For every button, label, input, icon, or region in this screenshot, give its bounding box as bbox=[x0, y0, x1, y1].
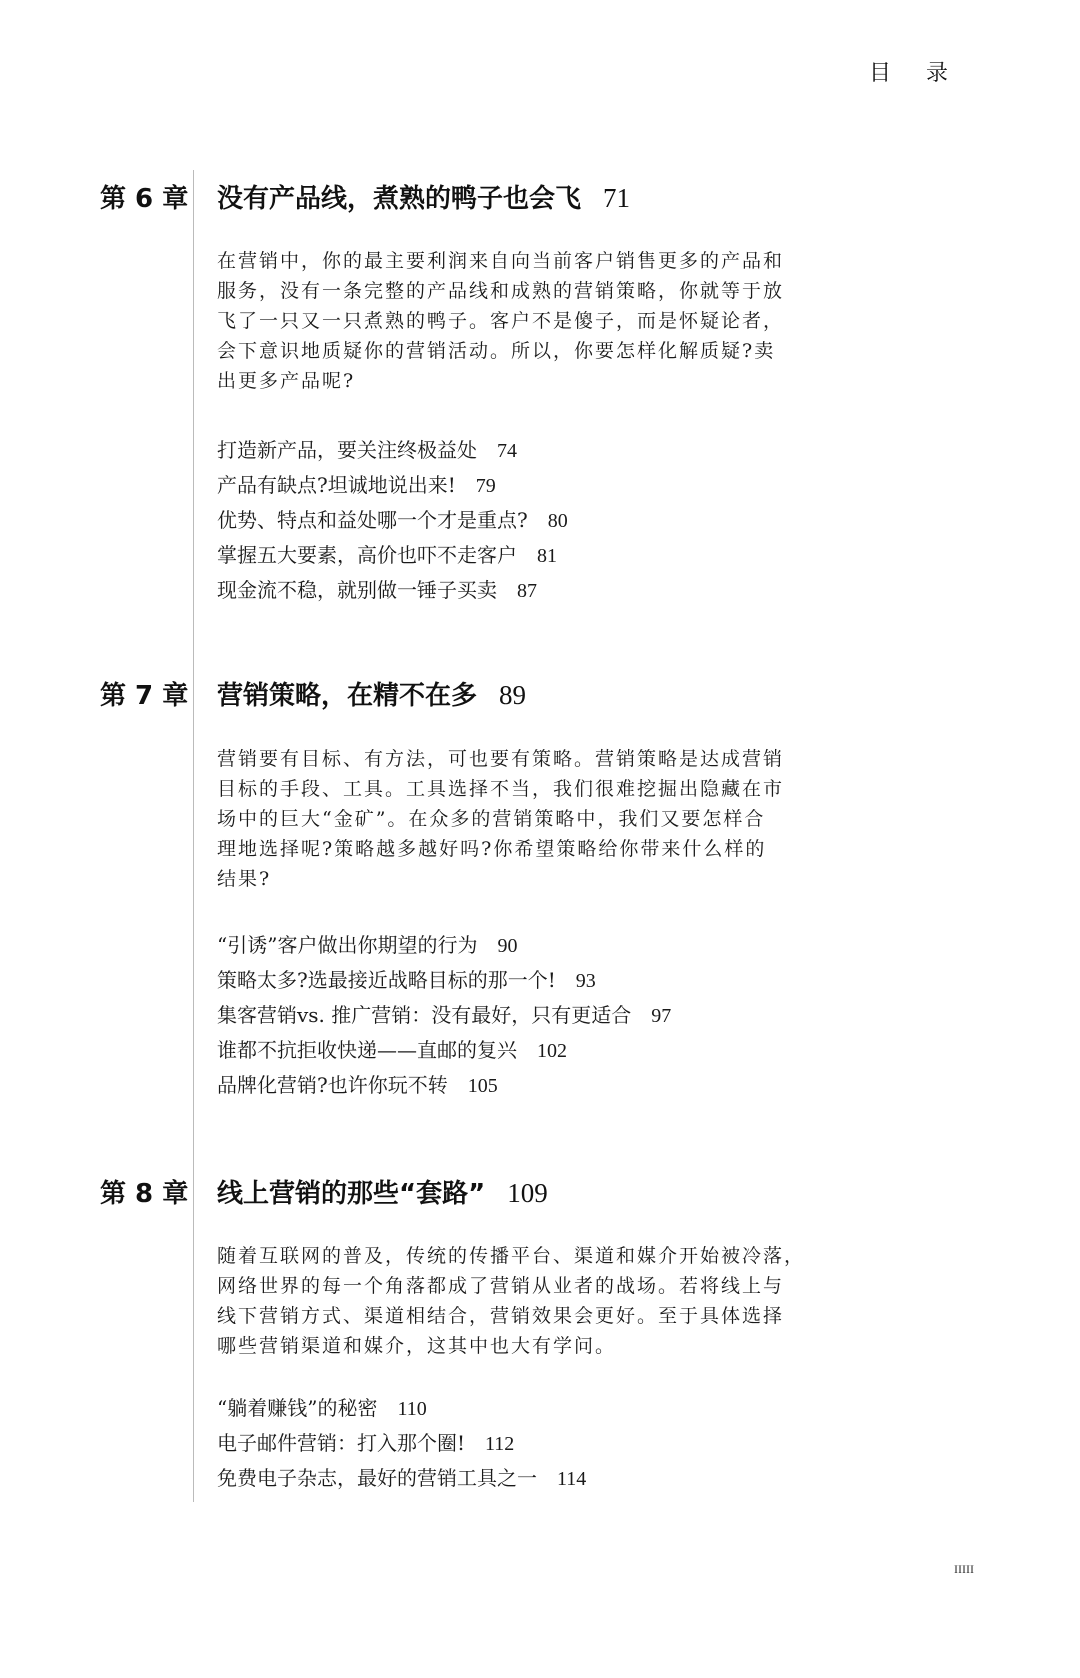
chapter-title-text: 营销策略，在精不在多 bbox=[217, 681, 478, 711]
chapter-description bbox=[217, 1241, 857, 1361]
toc-entry-page: 97 bbox=[651, 1005, 672, 1027]
description-line: 网络世界的每一个角落都成了营销从业者的战场。若将线上与 bbox=[217, 1275, 785, 1297]
toc-entry-page: 93 bbox=[575, 970, 596, 992]
chapter-title[interactable] bbox=[217, 675, 526, 712]
description-line: 结果? bbox=[217, 868, 272, 890]
toc-entry[interactable] bbox=[217, 573, 568, 608]
description-line: 场中的巨大“金矿”。在众多的营销策略中，我们又要怎样合 bbox=[217, 808, 766, 830]
page-number: IIIII bbox=[954, 1562, 974, 1576]
toc-entry-page: 79 bbox=[475, 475, 496, 497]
toc-entry-title: 优势、特点和益处哪一个才是重点? bbox=[217, 508, 528, 532]
toc-entry-title: “躺着赚钱”的秘密 bbox=[217, 1396, 378, 1420]
toc-entry[interactable] bbox=[217, 1033, 671, 1068]
chapter-label: 第 6 章 bbox=[100, 184, 189, 214]
description-line: 飞了一只又一只煮熟的鸭子。客户不是傻子，而是怀疑论者， bbox=[217, 310, 785, 332]
toc-entry[interactable] bbox=[217, 963, 671, 998]
toc-entry-title: 集客营销vs. 推广营销：没有最好，只有更适合 bbox=[217, 1003, 632, 1027]
toc-entry-page: 114 bbox=[557, 1468, 587, 1490]
divider-line bbox=[193, 170, 194, 1502]
toc-entry-page: 102 bbox=[537, 1040, 567, 1062]
chapter-title-text: 线上营销的那些“套路” bbox=[217, 1179, 486, 1209]
toc-entry-title: “引诱”客户做出你期望的行为 bbox=[217, 933, 478, 957]
description-line: 随着互联网的普及，传统的传播平台、渠道和媒介开始被冷落， bbox=[217, 1245, 806, 1267]
toc-entry-page: 105 bbox=[467, 1075, 498, 1097]
description-line: 线下营销方式、渠道相结合，营销效果会更好。至于具体选择 bbox=[217, 1305, 785, 1327]
chapter-title[interactable] bbox=[217, 1173, 548, 1210]
toc-entry-page: 81 bbox=[537, 545, 557, 567]
chapter-page-number: 71 bbox=[603, 183, 631, 213]
toc-entry[interactable] bbox=[217, 1461, 586, 1496]
description-line: 营销要有目标、有方法，可也要有策略。营销策略是达成营销 bbox=[217, 748, 785, 770]
toc-entry[interactable] bbox=[217, 998, 671, 1033]
chapter-page-number: 109 bbox=[507, 1178, 548, 1208]
section-list bbox=[217, 1391, 586, 1496]
toc-entry[interactable] bbox=[217, 1426, 586, 1461]
chapter-title[interactable] bbox=[217, 178, 630, 215]
section-list bbox=[217, 433, 568, 608]
chapter-label: 第 8 章 bbox=[100, 1179, 189, 1209]
chapter-label: 第 7 章 bbox=[100, 681, 189, 711]
toc-entry-page: 80 bbox=[547, 510, 568, 532]
description-line: 出更多产品呢? bbox=[217, 370, 356, 392]
toc-entry[interactable] bbox=[217, 928, 671, 963]
toc-entry-title: 策略太多?选最接近战略目标的那一个! bbox=[217, 968, 556, 992]
toc-entry[interactable] bbox=[217, 1391, 586, 1426]
toc-entry-title: 掌握五大要素，高价也吓不走客户 bbox=[217, 543, 517, 567]
description-line: 会下意识地质疑你的营销活动。所以，你要怎样化解质疑?卖 bbox=[217, 340, 776, 362]
toc-entry-title: 品牌化营销?也许你玩不转 bbox=[217, 1073, 448, 1097]
toc-entry-title: 产品有缺点?坦诚地说出来! bbox=[217, 473, 456, 497]
toc-entry-title: 现金流不稳，就别做一锤子买卖 bbox=[217, 578, 497, 602]
toc-entry-page: 90 bbox=[497, 935, 518, 957]
toc-entry[interactable] bbox=[217, 1068, 671, 1103]
page-title: 目 录 bbox=[869, 61, 962, 86]
toc-entry-page: 74 bbox=[497, 440, 517, 462]
toc-entry-page: 110 bbox=[397, 1398, 427, 1420]
toc-entry-page: 112 bbox=[485, 1433, 515, 1455]
description-line: 哪些营销渠道和媒介，这其中也大有学问。 bbox=[217, 1335, 617, 1357]
toc-entry-title: 免费电子杂志，最好的营销工具之一 bbox=[217, 1466, 537, 1490]
description-line: 在营销中，你的最主要利润来自向当前客户销售更多的产品和 bbox=[217, 250, 785, 272]
toc-entry-title: 电子邮件营销：打入那个圈! bbox=[217, 1431, 466, 1455]
toc-entry[interactable] bbox=[217, 433, 568, 468]
toc-entry-page: 87 bbox=[517, 580, 537, 602]
toc-entry-title: 打造新产品，要关注终极益处 bbox=[217, 438, 477, 462]
chapter-title-text: 没有产品线，煮熟的鸭子也会飞 bbox=[217, 184, 582, 214]
section-list bbox=[217, 928, 671, 1103]
description-line: 服务，没有一条完整的产品线和成熟的营销策略，你就等于放 bbox=[217, 280, 785, 302]
chapter-description bbox=[217, 246, 857, 396]
chapter-page-number: 89 bbox=[499, 680, 527, 710]
toc-entry[interactable] bbox=[217, 468, 568, 503]
description-line: 理地选择呢?策略越多越好吗?你希望策略给你带来什么样的 bbox=[217, 838, 767, 860]
chapter-description bbox=[217, 744, 857, 894]
toc-entry[interactable] bbox=[217, 538, 568, 573]
toc-entry-title: 谁都不抗拒收快递——直邮的复兴 bbox=[217, 1038, 517, 1062]
toc-entry[interactable] bbox=[217, 503, 568, 538]
description-line: 目标的手段、工具。工具选择不当，我们很难挖掘出隐藏在市 bbox=[217, 778, 785, 800]
